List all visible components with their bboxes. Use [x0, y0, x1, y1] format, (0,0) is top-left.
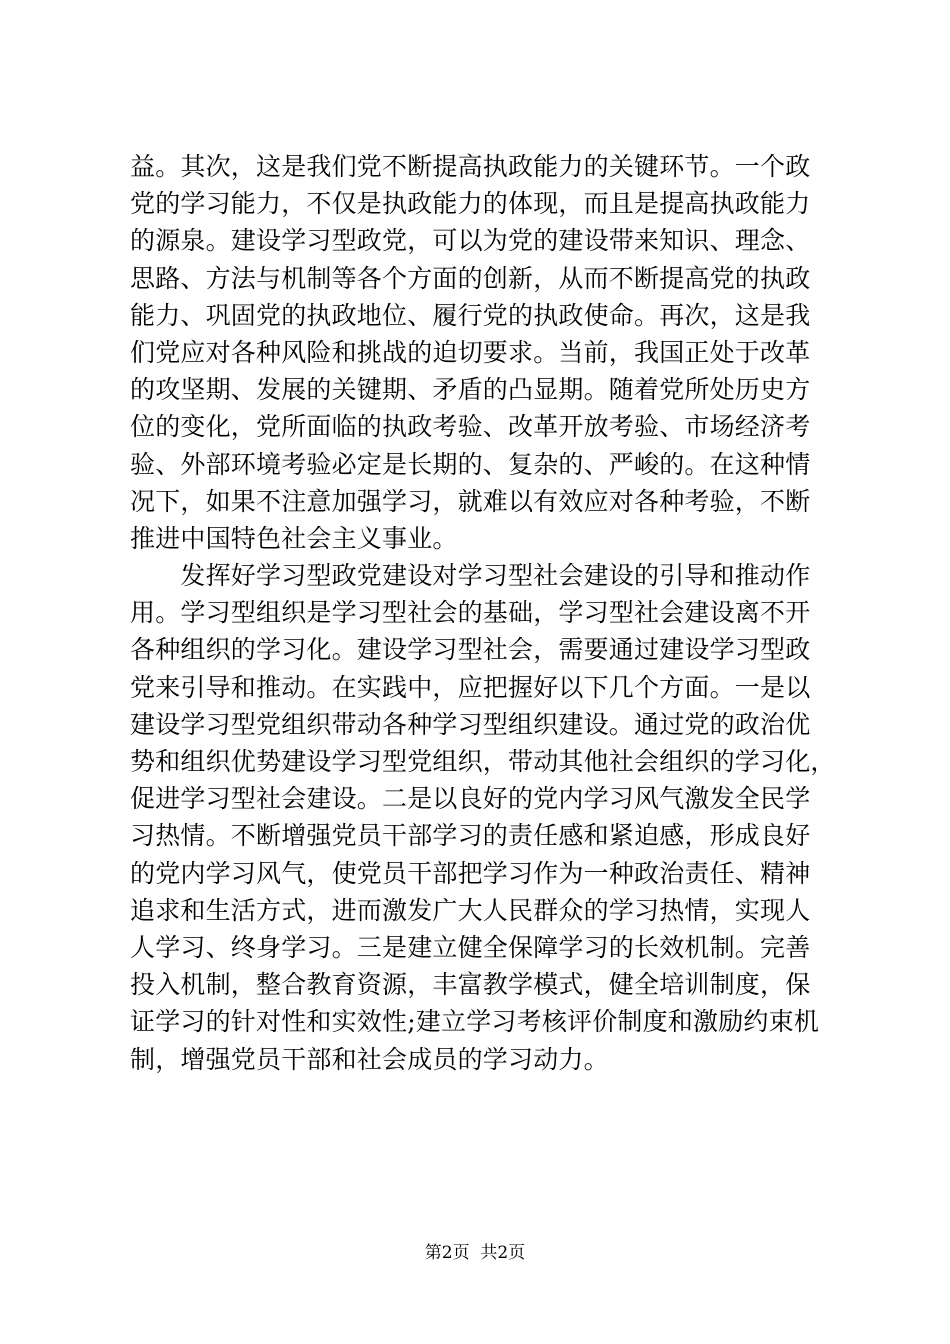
text-line: 党的学习能力，不仅是执政能力的体现，而且是提高执政能力	[130, 189, 811, 219]
text-line: 人学习、终身学习。三是建立健全保障学习的长效机制。完善	[130, 932, 811, 962]
text-line: 建设学习型党组织带动各种学习型组织建设。通过党的政治优	[130, 709, 811, 739]
body-text	[130, 148, 836, 1078]
text-line: 投入机制，整合教育资源，丰富教学模式，健全培训制度，保	[130, 970, 811, 1000]
text-line: 推进中国特色社会主义事业。	[130, 523, 458, 553]
text-line: 益。其次，这是我们党不断提高执政能力的关键环节。一个政	[130, 152, 811, 181]
text-line: 证学习的针对性和实效性;建立学习考核评价制度和激励约束机	[130, 1007, 820, 1037]
text-line: 势和组织优势建设学习型党组织，带动其他社会组织的学习化，	[130, 747, 836, 776]
text-line: 况下，如果不注意加强学习，就难以有效应对各种考验，不断	[130, 486, 811, 516]
text-line: 思路、方法与机制等各个方面的创新，从而不断提高党的执政	[130, 263, 811, 293]
text-line: 追求和生活方式，进而激发广大人民群众的学习热情，实现人	[130, 895, 811, 925]
text-line: 习热情。不断增强党员干部学习的责任感和紧迫感，形成良好	[130, 821, 811, 851]
text-line: 制，增强党员干部和社会成员的学习动力。	[130, 1044, 609, 1074]
text-line: 的攻坚期、发展的关键期、矛盾的凸显期。随着党所处历史方	[130, 375, 811, 405]
text-line: 的源泉。建设学习型政党，可以为党的建设带来知识、理念、	[130, 226, 811, 256]
text-line: 的党内学习风气，使党员干部把学习作为一种政治责任、精神	[130, 858, 811, 888]
text-line: 各种组织的学习化。建设学习型社会，需要通过建设学习型政	[130, 635, 811, 665]
text-line: 验、外部环境考验必定是长期的、复杂的、严峻的。在这种情	[130, 449, 811, 479]
text-line: 用。学习型组织是学习型社会的基础，学习型社会建设离不开	[130, 598, 811, 628]
text-line: 能力、巩固党的执政地位、履行党的执政使命。再次，这是我	[130, 300, 811, 330]
paragraph-start-line: 发挥好学习型政党建设对学习型社会建设的引导和推动作	[130, 561, 811, 591]
text-line: 们党应对各种风险和挑战的迫切要求。当前，我国正处于改革	[130, 337, 811, 367]
text-line: 位的变化，党所面临的执政考验、改革开放考验、市场经济考	[130, 412, 811, 442]
text-line: 促进学习型社会建设。二是以良好的党内学习风气激发全民学	[130, 784, 811, 814]
text-line: 党来引导和推动。在实践中，应把握好以下几个方面。一是以	[130, 672, 811, 702]
page-number-footer: 第2页 共2页	[424, 1243, 526, 1263]
